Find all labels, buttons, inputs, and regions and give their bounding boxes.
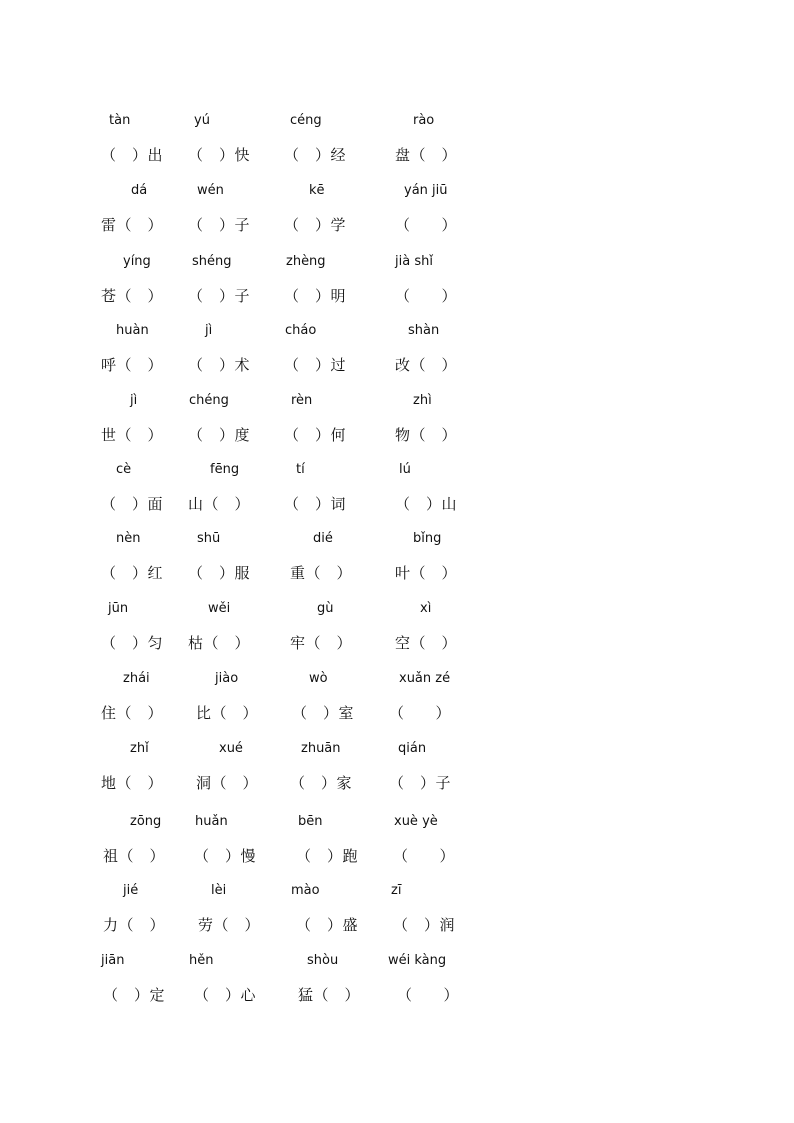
character-blank: （ ）匀: [101, 634, 164, 652]
pinyin-cell: mào: [291, 883, 320, 898]
character-blank: （ ）润: [393, 916, 456, 934]
pinyin-cell: céng: [290, 113, 322, 128]
character-blank: （ ）术: [188, 356, 251, 374]
character-blank: 重（ ）: [290, 564, 353, 582]
character-blank: 地（ ）: [101, 774, 164, 792]
character-blank: 世（ ）: [101, 426, 164, 444]
pinyin-cell: chéng: [189, 393, 229, 408]
pinyin-cell: zōng: [130, 814, 162, 829]
character-blank: （ ）快: [188, 146, 251, 164]
exercise-row-10: [0, 740, 794, 810]
pinyin-cell: huǎn: [195, 814, 228, 829]
exercise-row-13: [0, 952, 794, 1022]
character-blank: 枯（ ）: [188, 634, 251, 652]
exercise-row-6: [0, 461, 794, 531]
pinyin-cell: bǐng: [413, 531, 442, 546]
character-blank: （ ）何: [284, 426, 347, 444]
pinyin-cell: zhǐ: [130, 741, 149, 756]
character-blank: （ ）: [395, 216, 458, 234]
pinyin-cell: nèn: [116, 531, 141, 546]
pinyin-cell: lú: [399, 462, 411, 477]
pinyin-cell: shòu: [307, 953, 339, 968]
pinyin-cell: wén: [197, 183, 224, 198]
pinyin-cell: huàn: [116, 323, 149, 338]
exercise-row-3: [0, 253, 794, 323]
pinyin-cell: jiào: [215, 671, 239, 686]
pinyin-cell: xì: [420, 601, 432, 616]
pinyin-cell: yíng: [123, 254, 151, 269]
character-blank: 洞（ ）: [196, 774, 259, 792]
exercise-row-1: [0, 112, 794, 182]
pinyin-cell: jié: [123, 883, 139, 898]
character-blank: （ ）红: [101, 564, 164, 582]
pinyin-cell: bēn: [298, 814, 323, 829]
character-blank: （ ）面: [101, 495, 164, 513]
character-blank: 牢（ ）: [290, 634, 353, 652]
character-blank: 力（ ）: [103, 916, 166, 934]
character-blank: 祖（ ）: [103, 847, 166, 865]
pinyin-cell: dá: [131, 183, 148, 198]
pinyin-cell: zhèng: [286, 254, 326, 269]
character-blank: （ ）: [393, 847, 456, 865]
character-blank: （ ）经: [284, 146, 347, 164]
pinyin-cell: rào: [413, 113, 435, 128]
pinyin-cell: shéng: [192, 254, 232, 269]
character-blank: 比（ ）: [196, 704, 259, 722]
pinyin-cell: kē: [309, 183, 325, 198]
exercise-row-12: [0, 882, 794, 952]
pinyin-cell: cè: [116, 462, 132, 477]
pinyin-cell: wò: [309, 671, 328, 686]
pinyin-cell: gù: [317, 601, 334, 616]
pinyin-cell: zī: [391, 883, 402, 898]
character-blank: （ ）过: [284, 356, 347, 374]
pinyin-cell: jūn: [108, 601, 129, 616]
character-blank: 山（ ）: [188, 495, 251, 513]
character-blank: （ ）盛: [296, 916, 359, 934]
character-blank: 空（ ）: [395, 634, 458, 652]
character-blank: （ ）出: [101, 146, 164, 164]
character-blank: （ ）明: [284, 287, 347, 305]
pinyin-cell: tàn: [109, 113, 131, 128]
pinyin-cell: lèi: [211, 883, 227, 898]
exercise-row-4: [0, 322, 794, 392]
character-blank: 呼（ ）: [101, 356, 164, 374]
character-blank: （ ）室: [292, 704, 355, 722]
pinyin-cell: dié: [313, 531, 333, 546]
pinyin-cell: yú: [194, 113, 210, 128]
character-blank: （ ）子: [188, 287, 251, 305]
pinyin-cell: fēng: [210, 462, 240, 477]
exercise-row-2: [0, 182, 794, 252]
pinyin-cell: jià shǐ: [395, 254, 433, 269]
pinyin-cell: xuè yè: [394, 814, 438, 829]
character-blank: （ ）服: [188, 564, 251, 582]
character-blank: 猛（ ）: [298, 986, 361, 1004]
character-blank: 劳（ ）: [198, 916, 261, 934]
character-blank: （ ）: [395, 287, 458, 305]
pinyin-cell: xué: [219, 741, 243, 756]
character-blank: （ ）子: [389, 774, 452, 792]
character-blank: （ ）定: [103, 986, 166, 1004]
character-blank: 叶（ ）: [395, 564, 458, 582]
pinyin-cell: jì: [130, 393, 138, 408]
exercise-row-7: [0, 530, 794, 600]
character-blank: （ ）: [389, 704, 452, 722]
pinyin-cell: jì: [205, 323, 213, 338]
pinyin-cell: xuǎn zé: [399, 671, 451, 686]
exercise-row-8: [0, 600, 794, 670]
pinyin-cell: zhái: [123, 671, 150, 686]
exercise-row-5: [0, 392, 794, 462]
pinyin-cell: zhuān: [301, 741, 341, 756]
character-blank: 改（ ）: [395, 356, 458, 374]
exercise-row-9: [0, 670, 794, 740]
pinyin-cell: wéi kàng: [388, 953, 447, 968]
pinyin-cell: tí: [296, 462, 305, 477]
character-blank: 苍（ ）: [101, 287, 164, 305]
exercise-row-11: [0, 813, 794, 883]
pinyin-cell: cháo: [285, 323, 317, 338]
character-blank: 雷（ ）: [101, 216, 164, 234]
character-blank: （ ）跑: [296, 847, 359, 865]
character-blank: （ ）子: [188, 216, 251, 234]
character-blank: （ ）山: [395, 495, 458, 513]
pinyin-cell: hěn: [189, 953, 214, 968]
character-blank: （ ）度: [188, 426, 251, 444]
character-blank: 住（ ）: [101, 704, 164, 722]
character-blank: （ ）: [397, 986, 460, 1004]
character-blank: （ ）学: [284, 216, 347, 234]
pinyin-cell: qián: [398, 741, 427, 756]
pinyin-cell: shū: [197, 531, 221, 546]
pinyin-cell: rèn: [291, 393, 313, 408]
character-blank: （ ）慢: [194, 847, 257, 865]
character-blank: 盘（ ）: [395, 146, 458, 164]
character-blank: 物（ ）: [395, 426, 458, 444]
character-blank: （ ）家: [290, 774, 353, 792]
character-blank: （ ）心: [194, 986, 257, 1004]
character-blank: （ ）词: [284, 495, 347, 513]
pinyin-cell: zhì: [413, 393, 432, 408]
pinyin-cell: yán jiū: [404, 183, 448, 198]
pinyin-cell: jiān: [101, 953, 125, 968]
pinyin-cell: shàn: [408, 323, 440, 338]
pinyin-cell: wěi: [208, 601, 231, 616]
